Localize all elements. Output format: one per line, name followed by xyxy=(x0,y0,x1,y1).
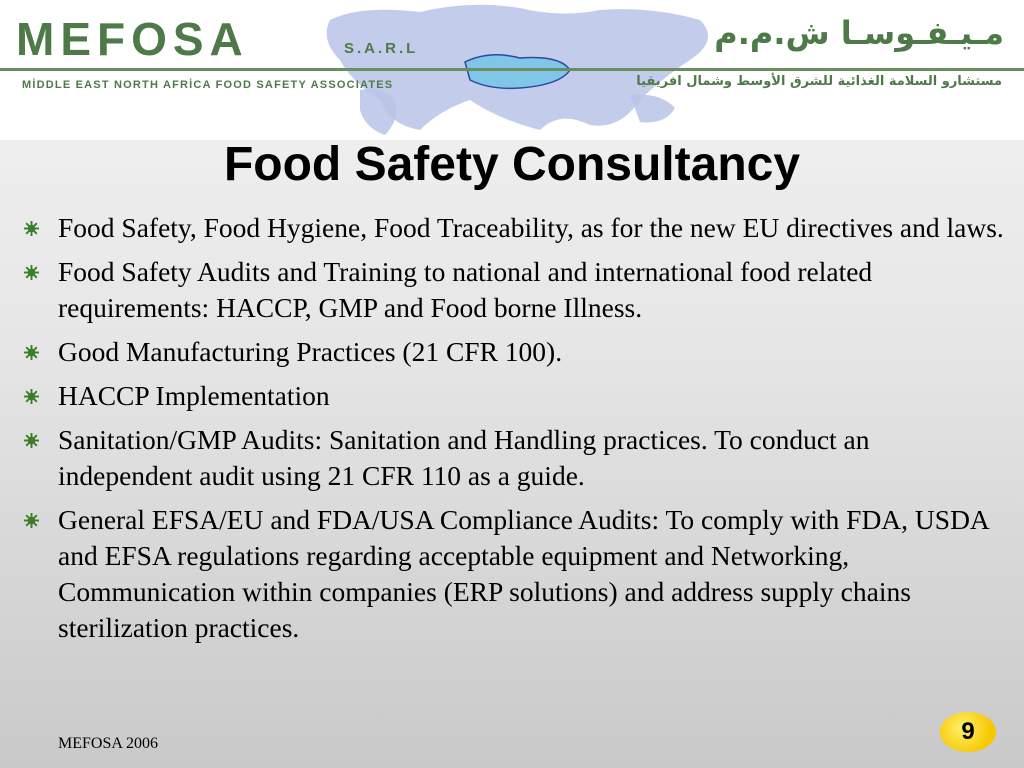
logo-suffix: S.A.R.L xyxy=(344,40,419,57)
logo-wordmark-arabic: مـيـفـوسـا ش.م.م xyxy=(714,14,1004,52)
sunburst-bullet-icon xyxy=(24,265,39,280)
bullet-item xyxy=(22,210,1007,246)
logo-wordmark: MEFOSA xyxy=(16,13,249,65)
footer-text: MEFOSA 2006 xyxy=(58,735,159,752)
bullet-item xyxy=(22,254,1007,326)
sunburst-bullet-icon xyxy=(24,389,39,404)
bullet-text: Good Manufacturing Practices (21 CFR 100). xyxy=(58,336,563,367)
tagline-arabic: مستشارو السلامة الغذائية للشرق الأوسط وشمال افريقيا xyxy=(636,74,1002,89)
bullet-item xyxy=(22,502,1007,646)
bullet-text: Sanitation/GMP Audits: Sanitation and Handling practices. To conduct an independent audit using 21 CFR 110 as a guide. xyxy=(58,424,870,491)
bullet-text: Food Safety Audits and Training to national and international food related requirements: HACCP, GMP and Food borne Illness. xyxy=(58,256,873,323)
sunburst-bullet-icon xyxy=(24,433,39,448)
sunburst-bullet-icon xyxy=(24,513,39,528)
bullet-text: HACCP Implementation xyxy=(58,380,330,411)
page-number-badge: 9 xyxy=(940,712,996,752)
sunburst-bullet-icon xyxy=(24,221,39,236)
header-banner xyxy=(0,0,1024,140)
slide-title: Food Safety Consultancy xyxy=(223,138,801,191)
header-divider xyxy=(0,68,1024,71)
bullet-list xyxy=(22,210,1007,654)
bullet-item xyxy=(22,334,1007,370)
tagline-english: MİDDLE EAST NORTH AFRİCA FOOD SAFETY ASSOCIATES xyxy=(22,79,394,91)
bullet-item xyxy=(22,378,1007,414)
bullet-text: General EFSA/EU and FDA/USA Compliance Audits: To comply with FDA, USDA and EFSA regulations regarding acceptable equipment and Networking, Communication within companies (ERP solutions) and address supply chains sterilization practices. xyxy=(58,504,989,643)
bullet-item xyxy=(22,422,1007,494)
bullet-text: Food Safety, Food Hygiene, Food Traceability, as for the new EU directives and laws. xyxy=(58,212,1004,243)
sunburst-bullet-icon xyxy=(24,345,39,360)
